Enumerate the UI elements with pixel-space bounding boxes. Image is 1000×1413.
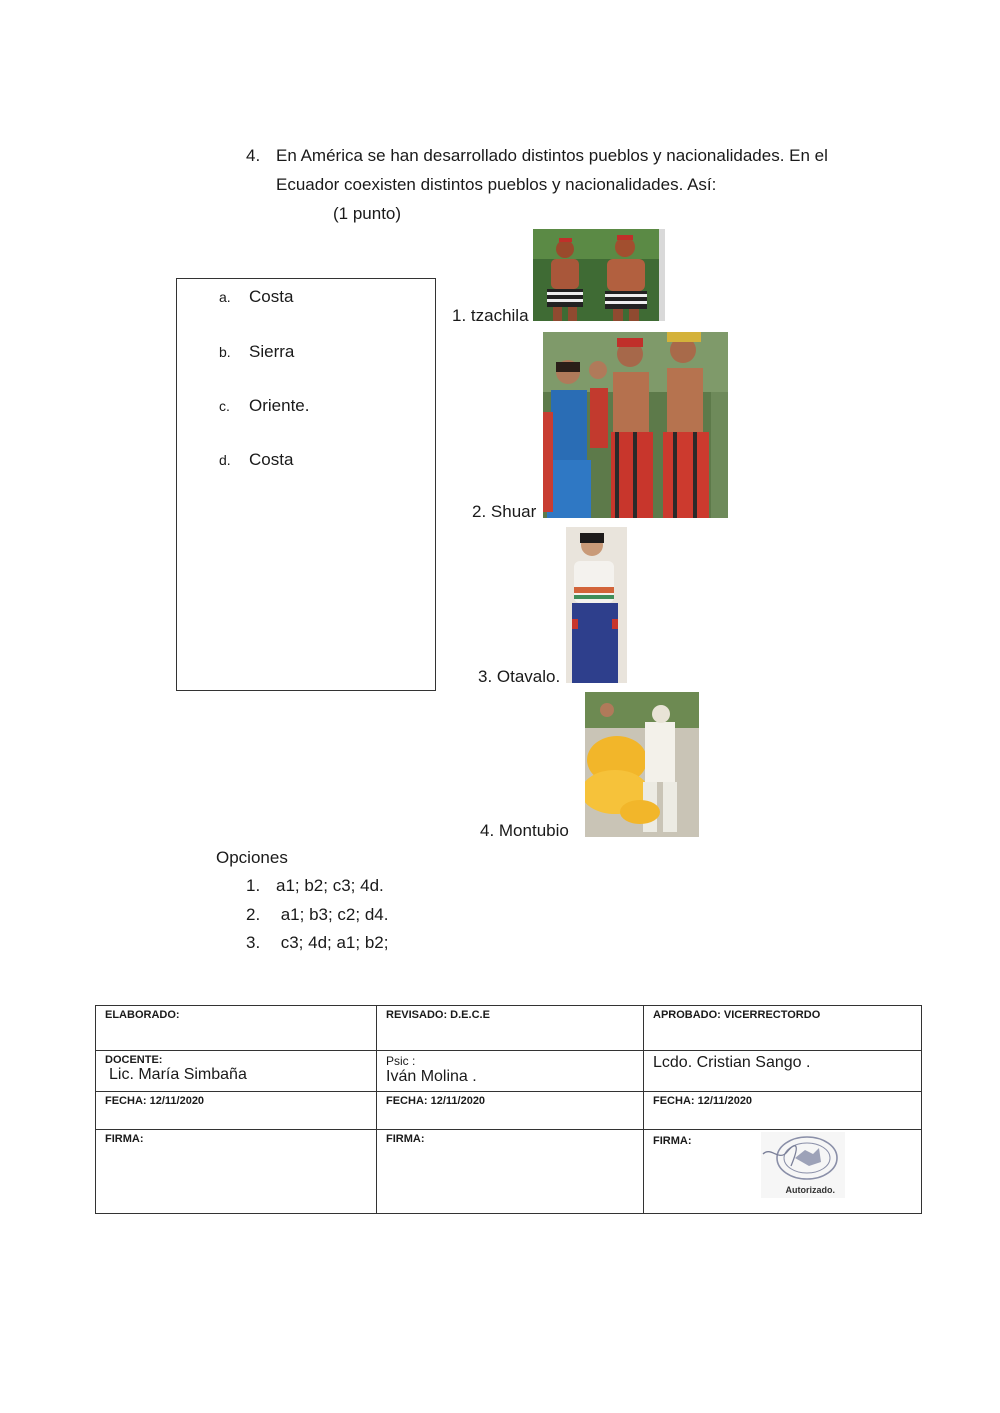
option-item bbox=[246, 933, 388, 953]
region-label: Costa bbox=[249, 450, 294, 469]
vicerrector-name: Lcdo. Cristian Sango . bbox=[653, 1054, 811, 1071]
region-item bbox=[219, 287, 293, 307]
aprobado-cell: APROBADO: VICERRECTORDO bbox=[644, 1006, 922, 1051]
question-text-line-1: En América se han desarrollado distintos pueblos y nacionalidades. En el bbox=[276, 146, 828, 165]
region-letter: d. bbox=[219, 452, 231, 468]
fecha-cell: FECHA: 12/11/2020 bbox=[96, 1092, 377, 1130]
option-number: 1. bbox=[246, 876, 261, 895]
docente-name: Lic. María Simbaña bbox=[109, 1066, 247, 1083]
elaborado-cell: ELABORADO: bbox=[96, 1006, 377, 1051]
vicerrector-cell bbox=[644, 1051, 922, 1092]
option-item bbox=[246, 905, 388, 925]
region-item bbox=[219, 342, 294, 362]
region-label: Costa bbox=[249, 287, 294, 306]
option-text: a1; b3; c2; d4. bbox=[276, 905, 389, 924]
table-row bbox=[96, 1006, 922, 1051]
psic-name: Iván Molina . bbox=[386, 1068, 477, 1085]
people-label-tzachila: 1. tzachila bbox=[452, 306, 529, 325]
region-label: Sierra bbox=[249, 342, 295, 361]
firma-cell: FIRMA: bbox=[377, 1130, 644, 1214]
table-row bbox=[96, 1130, 922, 1214]
psic-cell bbox=[377, 1051, 644, 1092]
question-text-line-2: Ecuador coexisten distintos pueblos y nacionalidades. Así: bbox=[276, 175, 717, 194]
option-text: a1; b2; c3; 4d. bbox=[276, 876, 384, 895]
region-letter: b. bbox=[219, 344, 231, 360]
docente-label: DOCENTE: bbox=[105, 1054, 163, 1066]
fecha-cell: FECHA: 12/11/2020 bbox=[377, 1092, 644, 1130]
regions-box bbox=[176, 278, 436, 691]
people-label-shuar: 2. Shuar bbox=[472, 502, 537, 521]
table-row bbox=[96, 1051, 922, 1092]
option-number: 3. bbox=[246, 933, 261, 952]
photo-otavalo bbox=[566, 527, 627, 683]
region-label: Oriente. bbox=[249, 396, 310, 415]
revisado-cell: REVISADO: D.E.C.E bbox=[377, 1006, 644, 1051]
signature-table bbox=[95, 1005, 922, 1214]
option-item bbox=[246, 876, 384, 896]
region-letter: c. bbox=[219, 398, 230, 414]
psic-label: Psic : bbox=[386, 1054, 416, 1068]
stamp-text: Autorizado. bbox=[785, 1185, 835, 1195]
fecha-cell: FECHA: 12/11/2020 bbox=[644, 1092, 922, 1130]
option-text: c3; 4d; a1; b2; bbox=[276, 933, 389, 952]
people-label-montubio: 4. Montubio bbox=[480, 821, 569, 840]
options-title: Opciones bbox=[216, 848, 288, 867]
firma-cell: FIRMA: bbox=[96, 1130, 377, 1214]
question-points: (1 punto) bbox=[333, 204, 402, 223]
official-stamp bbox=[761, 1132, 845, 1198]
region-letter: a. bbox=[219, 289, 231, 305]
photo-shuar bbox=[543, 332, 728, 518]
option-number: 2. bbox=[246, 905, 261, 924]
firma-cell-signed bbox=[644, 1130, 922, 1214]
docente-cell bbox=[96, 1051, 377, 1092]
region-item bbox=[219, 450, 293, 470]
question-number: 4. bbox=[246, 146, 261, 165]
photo-tzachila bbox=[533, 229, 665, 321]
firma-label: FIRMA: bbox=[653, 1135, 692, 1147]
photo-montubio bbox=[585, 692, 699, 837]
table-row bbox=[96, 1092, 922, 1130]
stamp-seal-icon bbox=[761, 1132, 845, 1182]
region-item bbox=[219, 396, 309, 416]
people-label-otavalo: 3. Otavalo. bbox=[478, 667, 561, 686]
